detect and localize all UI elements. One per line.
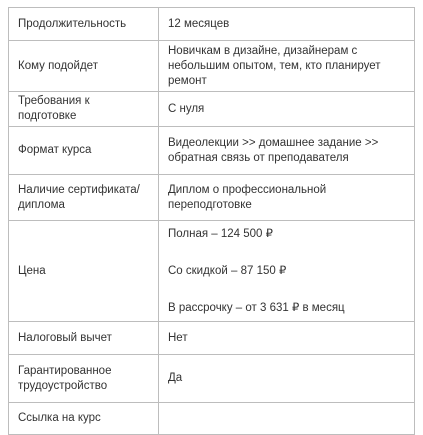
price-full: Полная – 124 500 ₽ [168,227,273,240]
price-discount: Со скидкой – 87 150 ₽ [168,264,287,277]
row-value-course-link[interactable] [159,403,415,435]
row-value-audience: Новичкам в дизайне, дизайнерам с небольшим опытом, тем, кто планирует ремонт [159,41,415,92]
row-label-employment: Гарантированное трудоустройство [9,355,159,403]
row-label-tax-deduction: Налоговый вычет [9,322,159,355]
row-label-price: Цена [9,221,159,322]
table-row [9,403,415,435]
table-row [9,8,415,41]
table-row [9,355,415,403]
table-row [9,221,415,322]
table-row [9,41,415,92]
row-value-format: Видеолекции >> домашнее задание >> обратная связь от преподавателя [159,127,415,175]
row-value-certificate: Диплом о профессиональной переподготовке [159,175,415,221]
row-value-tax-deduction: Нет [159,322,415,355]
price-installment: В рассрочку – от 3 631 ₽ в месяц [168,301,345,314]
row-value-price [159,221,415,322]
table-row [9,92,415,127]
table-row [9,322,415,355]
row-value-duration: 12 месяцев [159,8,415,41]
row-label-requirements: Требования к подготовке [9,92,159,127]
row-value-requirements: С нуля [159,92,415,127]
row-label-format: Формат курса [9,127,159,175]
row-label-audience: Кому подойдет [9,41,159,92]
table-row [9,127,415,175]
row-value-employment: Да [159,355,415,403]
row-label-course-link: Ссылка на курс [9,403,159,435]
row-label-duration: Продолжительность [9,8,159,41]
table-row [9,175,415,221]
course-info-table [8,7,415,435]
row-label-certificate: Наличие сертификата/ диплома [9,175,159,221]
